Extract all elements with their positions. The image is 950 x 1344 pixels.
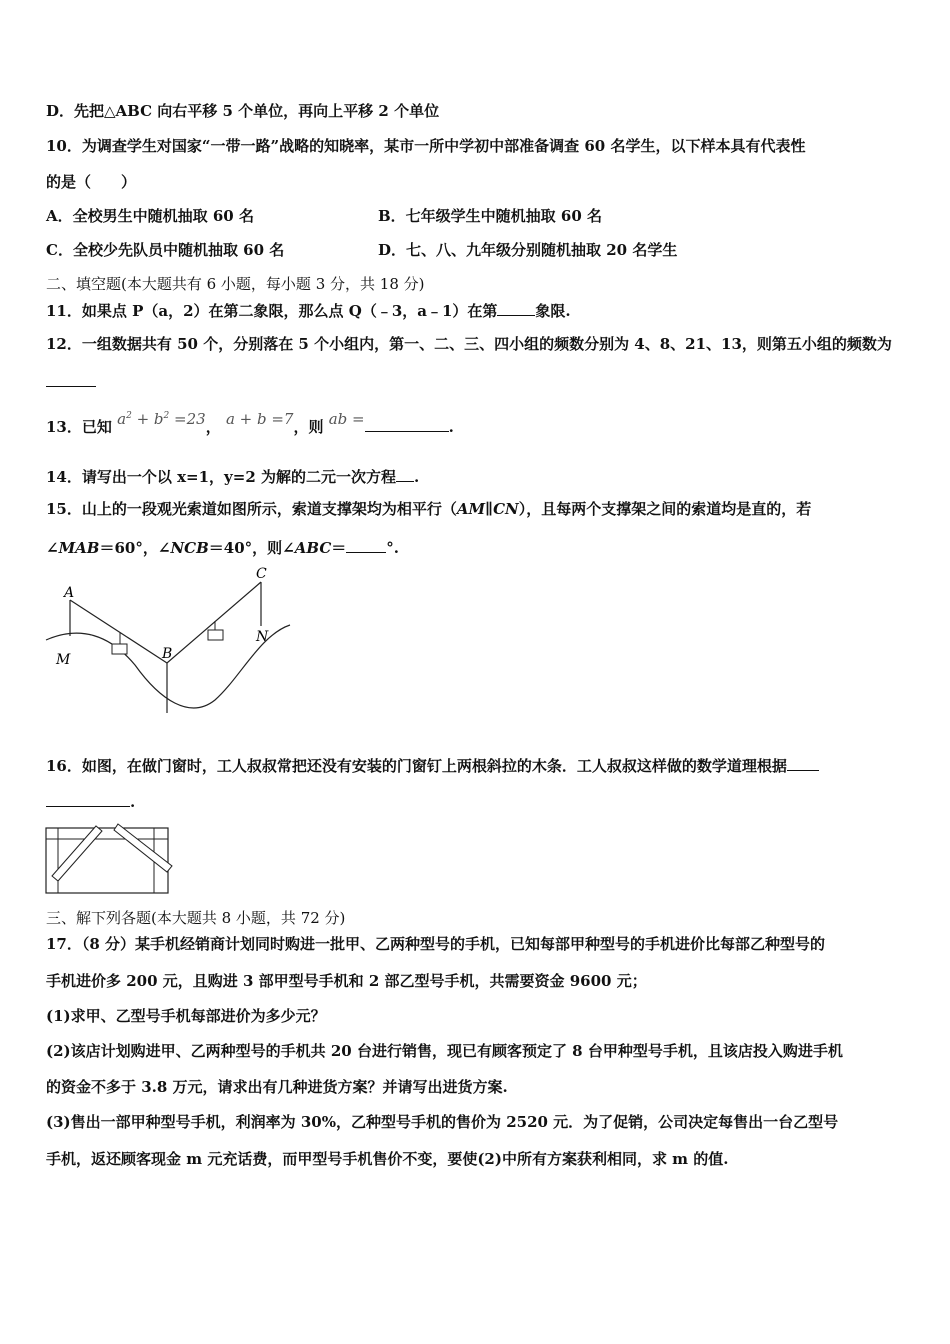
q17-part3-line1: (3)售出一部甲种型号手机，利润率为 30%，乙种型号手机的售价为 2520 元．为了促销，公司决定每售出一台乙型号	[46, 1113, 839, 1131]
q10-option-a: A．全校男生中随机抽取 60 名	[46, 207, 254, 225]
q12-answer-blank[interactable]	[46, 370, 96, 387]
q15-text-c: ＝60°，	[99, 539, 158, 557]
q15-answer-blank[interactable]	[346, 536, 386, 553]
q15-text-d: ＝40°，则	[208, 539, 283, 557]
q17-part3-line2: 手机，返还顾客现金 m 元充话费，而甲型号手机售价不变，要使(2)中所有方案获利相同，求 m 的值.	[46, 1150, 729, 1168]
q15-angle-abc: ∠ABC	[282, 539, 332, 557]
q15-cableway-figure	[40, 560, 300, 720]
mountain-curve	[46, 625, 290, 708]
q15-text-line2	[46, 536, 399, 558]
q10-text-line1: 10．为调查学生对国家“一带一路”战略的知晓率，某市一所中学初中部准备调查 60 名学生，以下样本具有代表性	[46, 137, 806, 155]
q13-answer-blank[interactable]	[365, 415, 449, 432]
q10-option-c: C．全校少先队员中随机抽取 60 名	[46, 241, 285, 259]
q13-then: ，则	[293, 418, 324, 436]
q11-text-before: 11．如果点 P（a，2）在第二象限，那么点 Q（﹣3，a﹣1）在第	[46, 302, 498, 320]
q11-answer-blank[interactable]	[497, 299, 535, 316]
diagonal-brace-left	[52, 826, 102, 881]
section2-heading: 二、填空题(本大题共有 6 小题，每小题 3 分，共 18 分)	[46, 275, 425, 293]
q14-body: 14．请写出一个以 x=1，y=2 为解的二元一次方程	[46, 468, 396, 486]
q15-text-b: ），且每两个支撑架之间的索道均是直的，若	[518, 500, 812, 518]
q13-sep: ，	[205, 418, 221, 436]
q15-angle-mab: ∠MAB	[46, 539, 100, 557]
q15-text-a: 15．山上的一段观光索道如图所示，索道支撑架均为相平行（	[46, 500, 457, 518]
q13-text	[46, 410, 454, 437]
label-n: N	[256, 629, 269, 645]
q16-window-figure	[44, 820, 174, 898]
q15-angle-ncb: ∠NCB	[157, 539, 209, 557]
label-m: M	[56, 652, 71, 668]
q17-part1: (1)求甲、乙型号手机每部进价为多少元？	[46, 1007, 326, 1025]
label-a: A	[64, 585, 75, 601]
q13-end: .	[448, 418, 454, 436]
q15-text-line1	[46, 499, 811, 519]
q10-option-d: D．七、八、九年级分别随机抽取 20 名学生	[378, 241, 678, 259]
q14-end: .	[414, 468, 420, 486]
q17-line2: 手机进价多 200 元，且购进 3 部甲型号手机和 2 部乙型号手机，共需要资金 9600 元；	[46, 972, 647, 990]
q9-option-d: D．先把△ABC 向右平移 5 个单位，再向上平移 2 个单位	[46, 102, 440, 120]
q16-text-line1	[46, 754, 819, 776]
q17-line1: 17．（8 分）某手机经销商计划同时购进一批甲、乙两种型号的手机，已知每部甲种型号的手机进价比每部乙种型号的	[46, 935, 826, 953]
q13-eq3: ab =	[328, 410, 365, 428]
q12-text-line1: 12．一组数据共有 50 个，分别落在 5 个小组内，第一、二、三、四小组的频数分别为 4、8、21、13，则第五小组的频数为	[46, 335, 892, 353]
q13-eq2: a + b =7	[225, 410, 294, 428]
q14-text	[46, 465, 419, 487]
q15-parallel: AM∥CN	[456, 500, 519, 518]
q15-text-f: °.	[386, 539, 400, 557]
label-c: C	[256, 566, 267, 582]
q15-text-e: ＝	[331, 539, 347, 557]
q14-answer-blank[interactable]	[396, 465, 414, 482]
section3-heading: 三、解下列各题(本大题共 8 小题，共 72 分)	[46, 909, 346, 927]
q16-answer-blank-2[interactable]	[46, 790, 130, 807]
q10-option-b: B．七年级学生中随机抽取 60 名	[378, 207, 602, 225]
q11-text	[46, 299, 571, 321]
q13-eq1: $a^2 + b^2 =23$	[117, 410, 206, 428]
q16-answer-blank-1[interactable]	[787, 754, 819, 771]
q11-text-after: 象限.	[535, 302, 571, 320]
window-outer-frame	[46, 828, 168, 893]
q17-part2-line2: 的资金不多于 3.8 万元，请求出有几种进货方案？并请写出进货方案.	[46, 1078, 508, 1096]
q16-text-line2	[46, 790, 135, 812]
q16-body: 16．如图，在做门窗时，工人叔叔常把还没有安装的门窗钉上两根斜拉的木条．工人叔叔这样做的数学道理根据	[46, 757, 787, 775]
q13-prefix: 13．已知	[46, 418, 112, 436]
q12-text-line2	[46, 370, 96, 392]
label-b: B	[162, 646, 173, 662]
q17-part2-line1: (2)该店计划购进甲、乙两种型号的手机共 20 台进行销售，现已有顾客预定了 8 台甲种型号手机，且该店投入购进手机	[46, 1042, 843, 1060]
q16-end: .	[130, 793, 136, 811]
cable-car-1	[112, 644, 127, 654]
q10-text-line2: 的是（ ）	[46, 173, 137, 191]
diagonal-brace-right	[114, 824, 172, 872]
cable-car-2	[208, 630, 223, 640]
